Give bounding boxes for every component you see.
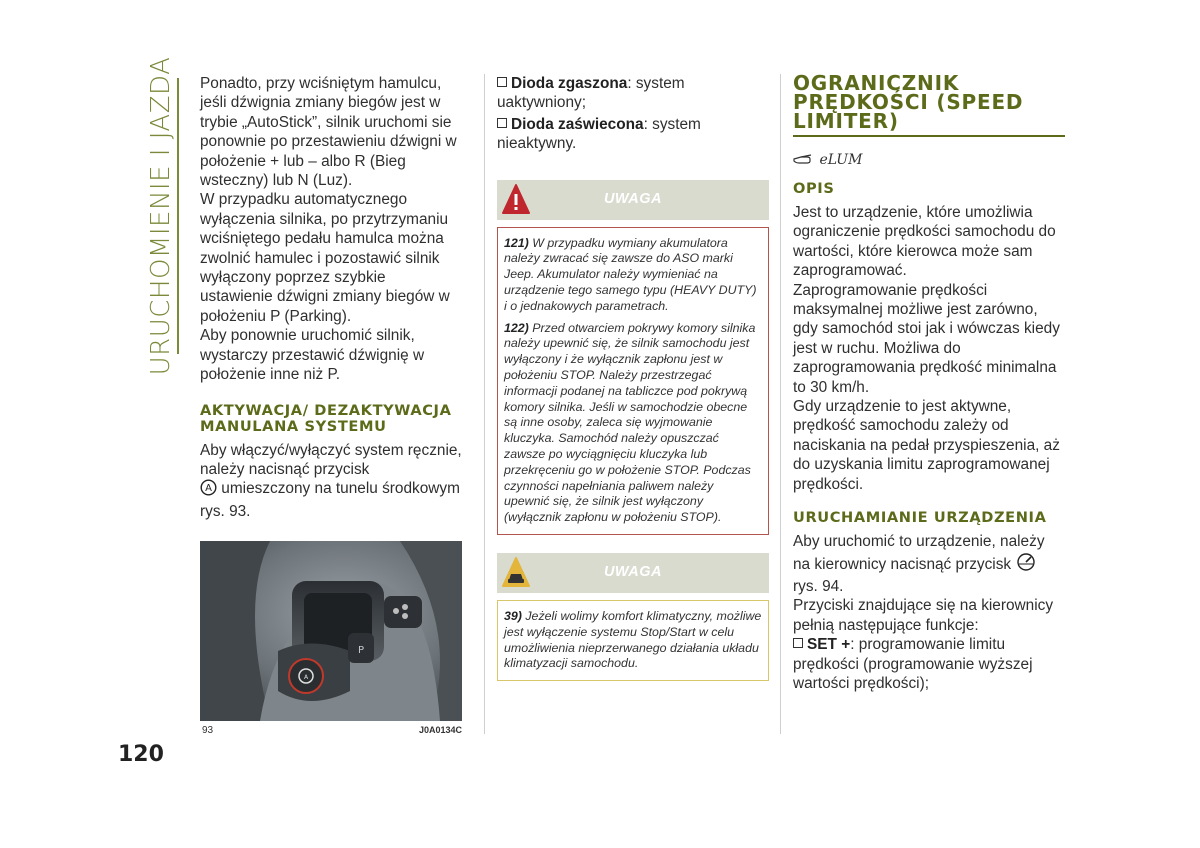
paragraph: Jest to urządzenie, które umożliwia ograniczenie prędkości samochodu do wartości, które kierowca może sam zaprogramować. xyxy=(793,204,1056,280)
caution-box xyxy=(497,600,769,681)
page-number: 120 xyxy=(118,742,164,767)
figure-93-photo xyxy=(200,541,462,721)
svg-text:P: P xyxy=(357,645,365,657)
list-item: Dioda zgaszona: system uaktywniony; xyxy=(497,75,685,112)
figure-code: J0A0134C xyxy=(418,725,462,736)
figure-caption xyxy=(200,725,462,739)
column-3 xyxy=(793,71,1065,693)
hand-pointer-icon xyxy=(793,151,815,172)
list-item: SET +: programowanie limitu prędkości (programowanie wyższej wartości prędkości); xyxy=(793,636,1033,692)
warning-note: 121) W przypadku wymiany akumulatora należy zwracać się zawsze do ASO marki Jeep. Akumulator należy wymieniać na urządzenie tego samego typu (HEAVY DUTY) i o jednakowych parametrach. xyxy=(504,235,757,313)
svg-text:A: A xyxy=(205,483,212,495)
checkbox-bullet-icon xyxy=(497,118,507,128)
svg-text:A: A xyxy=(303,674,309,682)
section-heading: OPIS xyxy=(793,180,835,197)
chapter-title: URUCHOMIENIE I JAZDA xyxy=(146,56,176,376)
section-heading: URUCHAMIANIE URZĄDZENIA xyxy=(793,509,1047,527)
caution-header: UWAGA xyxy=(497,553,769,593)
caution-note: 39) Jeżeli wolimy komfort klimatyczny, możliwe jest wyłączenie systemu Stop/Start w celu umożliwienia nieprzerwanego działania układu klimatyzacji samochodu. xyxy=(504,608,762,671)
column-2 xyxy=(497,74,769,681)
column-1 xyxy=(200,74,462,739)
auto-stop-icon xyxy=(200,479,217,501)
warning-box xyxy=(497,227,769,535)
figure-number: 93 xyxy=(202,725,214,737)
paragraph: Aby ponownie uruchomić silnik, wystarczy przestawić dźwignię w położenie inne niż P. xyxy=(200,327,425,384)
elum-label: eLUM xyxy=(793,151,1065,171)
paragraph: Aby włączyć/wyłączyć system ręcznie, należy nacisnąć przycisk A umieszczony na tunelu środkowym rys. 93. xyxy=(200,441,462,520)
paragraph: Przyciski znajdujące się na kierownicy pełnią następujące funkcje: xyxy=(793,597,1054,634)
warning-header: UWAGA xyxy=(497,180,769,220)
checkbox-bullet-icon xyxy=(497,77,507,87)
paragraph: Gdy urządzenie to jest aktywne, prędkość samochodu zależy od naciskania na pedał przyspieszenia, aż do uzyskania limitu zaprogramowanej prędkości. xyxy=(793,398,1060,493)
checkbox-bullet-icon xyxy=(793,638,803,648)
speed-limiter-icon xyxy=(1015,552,1037,577)
list-item: Dioda zaświecona: system nieaktywny. xyxy=(497,115,701,153)
chapter-heading: OGRANICZNIK PRĘDKOŚCI (SPEED LIMITER) xyxy=(793,74,1065,137)
column-divider xyxy=(484,74,485,734)
chapter-rule xyxy=(177,78,179,354)
paragraph: Zaprogramowanie prędkości maksymalnej możliwe jest zarówno, gdy samochód stoi jak i wówczas kiedy jest w ruchu. Możliwa do zaprogramowania prędkość minimalna to 30 km/h. xyxy=(793,281,1060,396)
paragraph: Ponadto, przy wciśniętym hamulcu, jeśli dźwignia zmiany biegów jest w trybie „AutoStick”, silnik uruchomi sie ponownie po przestawieniu dźwigni w położenie + lub – albo R (Bieg wsteczny) lub N (Luz). xyxy=(200,75,457,190)
column-divider xyxy=(780,74,781,734)
paragraph: Aby uruchomić to urządzenie, należy na kierownicy nacisnąć przycisk rys. 94. xyxy=(793,533,1045,595)
warning-note: 122) Przed otwarciem pokrywy komory silnika należy upewnić się, że silnik samochodu jest wyłączony i że wyłącznik zapłonu jest w położeniu STOP. Należy przestrzegać informacji podanej na tabliczce pod pokrywą komory silnika. Jeśli w samochodzie obecne są inne osoby, zaleca się wyjmowanie kluczyka. Samochód należy opuszczać zawsze po wyciągnięciu kluczyka lub przekręceniu go w położenie STOP. Podczas czynności napełniania paliwem należy upewnić się, że silnik jest wyłączony (wyłącznik zapłonu w położeniu STOP). xyxy=(504,320,756,525)
paragraph: W przypadku automatycznego wyłączenia silnika, po przytrzymaniu wciśniętego pedału hamulca można zwolnić hamulec i pozostawić silnik wyłączony poprzez szybkie ustawienie dźwigni zmiany biegów w położeniu P (Parking). xyxy=(200,191,450,325)
section-heading: AKTYWACJA/ DEZAKTYWACJA MANULANA SYSTEMU xyxy=(200,401,452,435)
